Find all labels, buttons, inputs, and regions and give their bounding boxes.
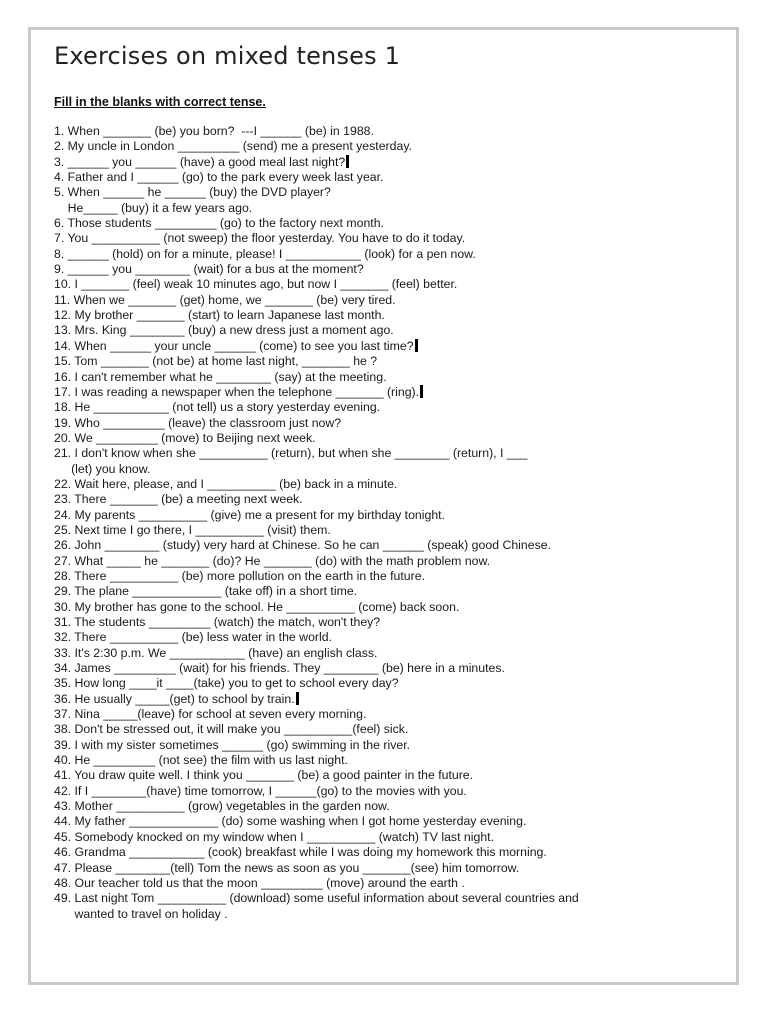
exercise-line: 3. ______ you ______ (have) a good meal last night? [54,155,694,170]
exercise-line: 1. When _______ (be) you born? ---I ______ (be) in 1988. [54,124,374,138]
exercise-line: 24. My parents __________ (give) me a present for my birthday tonight. [54,507,445,522]
exercise-line: 27. What _____ he _______ (do)? He _______ (do) with the math problem now. [54,553,491,568]
exercise-line: (let) you know. [54,461,151,476]
exercise-line: 7. You __________ (not sweep) the floor yesterday. You have to do it today. [54,231,466,246]
exercise-line: 40. He _________ (not see) the film with us last night. [54,753,348,768]
exercise-line: 26. John ________ (study) very hard at Chinese. So he can ______ (speak) good Chinese. [54,538,551,553]
exercise-line: 49. Last night Tom __________ (download) some useful information about several countries and [54,891,579,906]
exercise-line: 46. Grandma ___________ (cook) breakfast while I was doing my homework this morning. [54,845,547,860]
exercise-line: 2. My uncle in London _________ (send) me a present yesterday. [54,139,412,154]
exercise-line: 12. My brother _______ (start) to learn Japanese last month. [54,308,385,323]
instruction-heading: Fill in the blanks with correct tense. [54,95,266,109]
page-title: Exercises on mixed tenses 1 [54,42,401,70]
exercise-line: 17. I was reading a newspaper when the telephone _______ (ring). [54,385,694,400]
exercise-line: 13. Mrs. King ________ (buy) a new dress just a moment ago. [54,323,394,338]
exercise-line: 20. We _________ (move) to Beijing next week. [54,430,316,445]
exercise-line: 22. Wait here, please, and I __________ (be) back in a minute. [54,476,398,491]
exercise-line: 15. Tom _______ (not be) at home last night, _______ he ? [54,354,378,369]
exercise-line: 14. When ______ your uncle ______ (come) to see you last time? [54,339,694,354]
exercise-line: 31. The students _________ (watch) the match, won't they? [54,615,381,629]
exercise-line: 35. How long ____it ____(take) you to get to school every day? [54,676,399,691]
exercise-line: 30. My brother has gone to the school. He __________ (come) back soon. [54,599,460,614]
exercise-line: 29. The plane _____________ (take off) in a short time. [54,584,358,599]
exercise-line: 34. James _________ (wait) for his friends. They ________ (be) here in a minutes. [54,661,505,676]
exercise-line: He_____ (buy) it a few years ago. [54,200,253,215]
exercise-line: 5. When ______ he ______ (buy) the DVD player? [54,185,331,200]
exercise-line: 23. There _______ (be) a meeting next week. [54,492,303,507]
exercise-line: 33. It's 2:30 p.m. We ___________ (have) an english class. [54,645,378,660]
exercise-line: 36. He usually _____(get) to school by train. [54,692,694,707]
exercise-line: 25. Next time I go there, I __________ (visit) them. [54,522,331,537]
exercise-list [54,124,694,922]
exercise-line: 18. He ___________ (not tell) us a story yesterday evening. [54,400,381,415]
exercise-line: 42. If I ________(have) time tomorrow, I ______(go) to the movies with you. [54,783,467,798]
exercise-line: 48. Our teacher told us that the moon _________ (move) around the earth . [54,875,465,890]
exercise-line: 9. ______ you ________ (wait) for a bus at the moment? [54,262,364,277]
exercise-line: 11. When we _______ (get) home, we _______ (be) very tired. [54,292,396,307]
exercise-line: 28. There __________ (be) more pollution on the earth in the future. [54,568,425,583]
exercise-line: 47. Please ________(tell) Tom the news as soon as you _______(see) him tomorrow. [54,860,520,875]
exercise-line: wanted to travel on holiday . [54,906,228,921]
exercise-line: 43. Mother __________ (grow) vegetables in the garden now. [54,799,390,814]
exercise-line: 19. Who _________ (leave) the classroom just now? [54,415,342,430]
exercise-line: 8. ______ (hold) on for a minute, please! I ___________ (look) for a pen now. [54,246,476,261]
exercise-line: 21. I don't know when she __________ (return), but when she ________ (return), I ___ [54,446,528,461]
exercise-line: 44. My father _____________ (do) some washing when I got home yesterday evening. [54,814,527,829]
exercise-line: 37. Nina _____(leave) for school at seven every morning. [54,707,367,722]
exercise-line: 4. Father and I ______ (go) to the park every week last year. [54,170,384,185]
exercise-line: 16. I can't remember what he ________ (say) at the meeting. [54,369,387,384]
exercise-line: 10. I _______ (feel) weak 10 minutes ago, but now I _______ (feel) better. [54,277,458,292]
exercise-line: 6. Those students _________ (go) to the factory next month. [54,216,384,231]
exercise-line: 45. Somebody knocked on my window when I __________ (watch) TV last night. [54,829,494,844]
exercise-line: 38. Don't be stressed out, it will make you __________(feel) sick. [54,722,409,737]
exercise-line: 41. You draw quite well. I think you _______ (be) a good painter in the future. [54,768,474,783]
exercise-line: 39. I with my sister sometimes ______ (go) swimming in the river. [54,737,411,752]
exercise-line: 32. There __________ (be) less water in the world. [54,630,332,645]
